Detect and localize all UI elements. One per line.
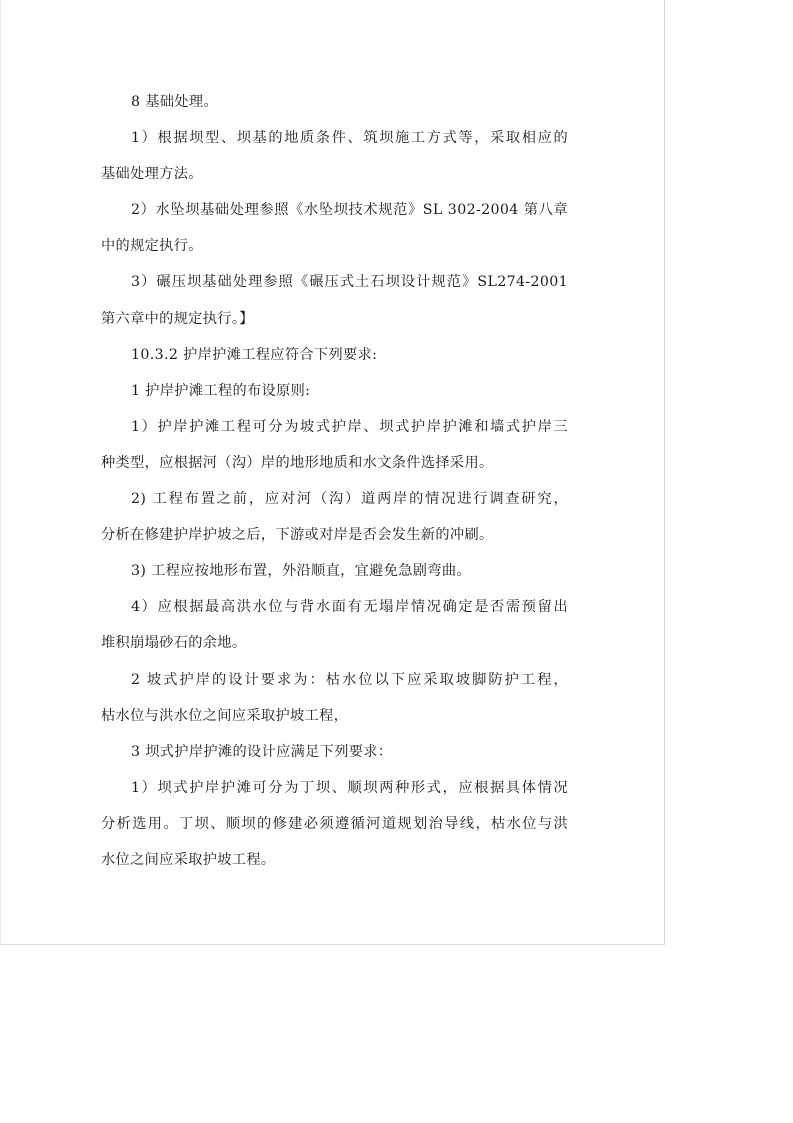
text-line: 3）碾压坝基础处理参照《碾压式土石坝设计规范》SL274-2001 bbox=[131, 274, 568, 291]
text-line: 3) 工程应按地形布置，外沿顺直，宜避免急剧弯曲。 bbox=[131, 563, 471, 580]
text-line: 1 护岸护滩工程的布设原则: bbox=[131, 382, 311, 399]
text-line: 分析在修建护岸护坡之后，下游或对岸是否会发生新的冲刷。 bbox=[101, 527, 494, 544]
text-line: 10.3.2 护岸护滩工程应符合下列要求: bbox=[131, 346, 378, 363]
text-line: 水位之间应采取护坡工程。 bbox=[101, 851, 276, 868]
text-line: 基础处理方法。 bbox=[101, 166, 203, 183]
text-line: 第六章中的规定执行。】 bbox=[101, 310, 254, 327]
text-line: 枯水位与洪水位之间应采取护坡工程， bbox=[101, 707, 349, 724]
page-edge bbox=[0, 0, 1, 945]
text-line: 2 坡式护岸的设计要求为：枯水位以下应采取坡脚防护工程， bbox=[131, 671, 568, 688]
text-line: 3 坝式护岸护滩的设计应满足下列要求： bbox=[131, 743, 393, 760]
text-line: 1）坝式护岸护滩可分为丁坝、顺坝两种形式，应根据具体情况 bbox=[131, 779, 568, 796]
text-line: 堆积崩塌砂石的余地。 bbox=[101, 635, 247, 652]
text-line: 种类型，应根据河（沟）岸的地形地质和水文条件选择采用。 bbox=[101, 454, 494, 471]
text-line: 中的规定执行。 bbox=[101, 238, 203, 255]
text-line: 4）应根据最高洪水位与背水面有无塌岸情况确定是否需预留出 bbox=[131, 599, 568, 616]
text-line: 分析选用。丁坝、顺坝的修建必须遵循河道规划治导线，枯水位与洪 bbox=[101, 815, 568, 832]
text-line: 2）水坠坝基础处理参照《水坠坝技术规范》SL 302-2004 第八章 bbox=[131, 202, 568, 219]
page-body bbox=[101, 84, 571, 878]
text-line: 2) 工程布置之前，应对河（沟）道两岸的情况进行调查研究， bbox=[131, 491, 568, 508]
text-line: 1）根据坝型、坝基的地质条件、筑坝施工方式等，采取相应的 bbox=[131, 130, 568, 147]
text-line: 1）护岸护滩工程可分为坡式护岸、坝式护岸护滩和墙式护岸三 bbox=[131, 418, 568, 435]
text-line: 8 基础处理。 bbox=[131, 94, 218, 110]
